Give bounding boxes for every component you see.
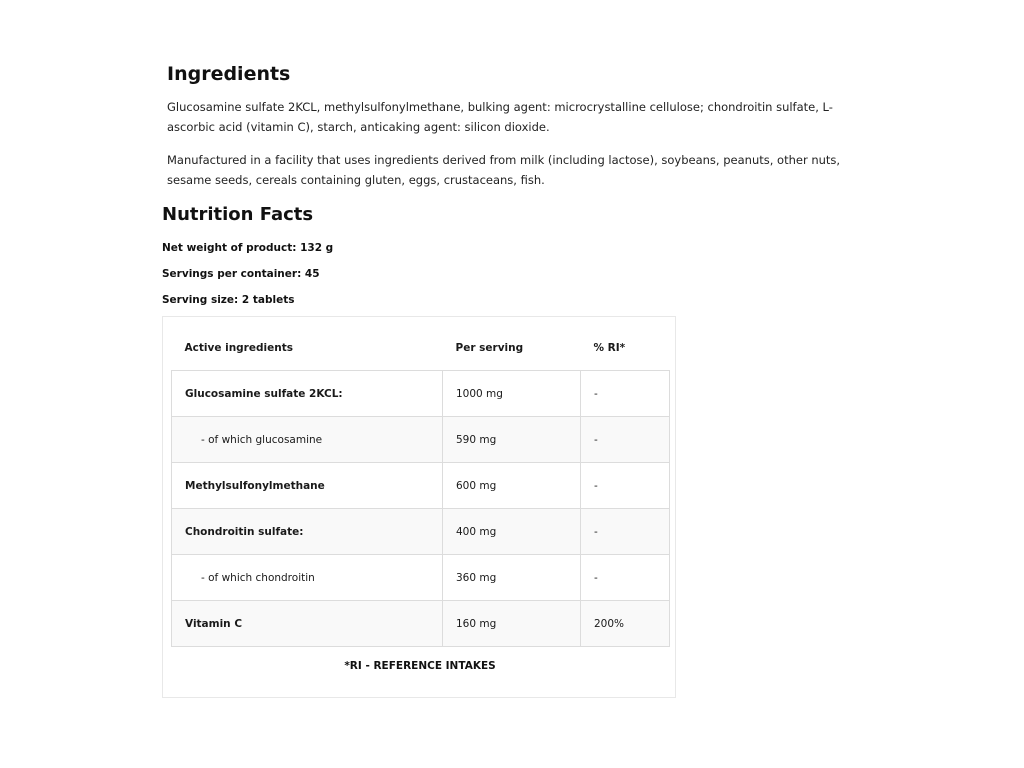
- table-row: [172, 601, 670, 647]
- table-row: [172, 417, 670, 463]
- table-header-row: [172, 325, 670, 371]
- per-serving-value: 600 mg: [443, 463, 581, 509]
- servings-per-container: Servings per container: 45: [162, 268, 320, 280]
- per-serving-value: 360 mg: [443, 555, 581, 601]
- ingredient-name: Vitamin C: [172, 601, 443, 647]
- ingredient-name: Glucosamine sulfate 2KCL:: [172, 371, 443, 417]
- ri-value: -: [581, 555, 670, 601]
- header-per-serving: Per serving: [443, 325, 581, 371]
- per-serving-value: 160 mg: [443, 601, 581, 647]
- per-serving-value: 590 mg: [443, 417, 581, 463]
- nutrition-heading: Nutrition Facts: [162, 204, 314, 225]
- table-row: [172, 509, 670, 555]
- table-row: [172, 555, 670, 601]
- ri-value: -: [581, 417, 670, 463]
- allergen-notice: Manufactured in a facility that uses ingredients derived from milk (including lactose), soybeans, peanuts, other nuts, sesame seeds, cereals containing gluten, eggs, crustaceans, fish.: [167, 153, 841, 187]
- table-row: [172, 463, 670, 509]
- table-row: [172, 371, 670, 417]
- ri-value: 200%: [581, 601, 670, 647]
- per-serving-value: 1000 mg: [443, 371, 581, 417]
- ingredients-heading: Ingredients: [167, 63, 291, 85]
- header-active-ingredients: Active ingredients: [172, 325, 443, 371]
- nutrition-section: [162, 202, 682, 307]
- ri-value: -: [581, 371, 670, 417]
- ingredient-name: Methylsulfonylmethane: [172, 463, 443, 509]
- ingredients-section: [167, 60, 867, 190]
- ri-value: -: [581, 509, 670, 555]
- nutrition-table: [171, 325, 670, 647]
- ingredient-name: Chondroitin sulfate:: [172, 509, 443, 555]
- ri-value: -: [581, 463, 670, 509]
- ingredient-name: - of which chondroitin: [172, 555, 443, 601]
- nutrition-table-container: [162, 316, 676, 698]
- ingredient-name: - of which glucosamine: [172, 417, 443, 463]
- serving-size: Serving size: 2 tablets: [162, 294, 295, 306]
- net-weight: Net weight of product: 132 g: [162, 242, 334, 254]
- header-ri: % RI*: [581, 325, 670, 371]
- ri-footnote: *RI - REFERENCE INTAKES: [344, 660, 496, 672]
- ingredients-list: Glucosamine sulfate 2KCL, methylsulfonylmethane, bulking agent: microcrystalline cellulose; chondroitin sulfate, L-ascorbic acid (vitamin C), starch, anticaking agent: silicon dioxide.: [167, 100, 833, 134]
- per-serving-value: 400 mg: [443, 509, 581, 555]
